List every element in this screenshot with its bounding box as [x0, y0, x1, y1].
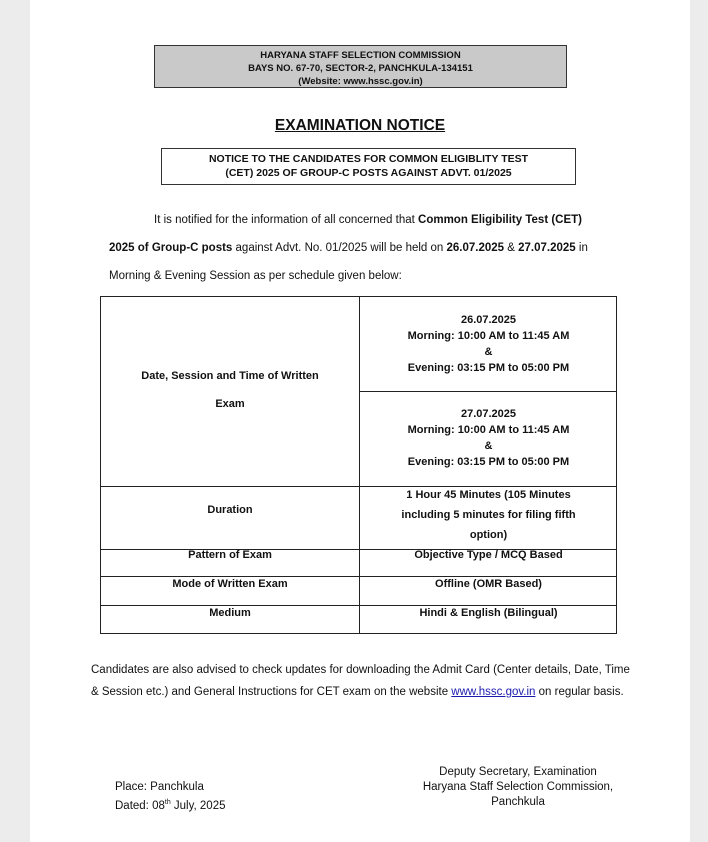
commission-address: BAYS NO. 67-70, SECTOR-2, PANCHKULA-134151: [248, 63, 473, 74]
dated-suffix: July, 2025: [170, 799, 226, 812]
duration-line-3: option): [469, 529, 508, 541]
date-session-label-line-1: Date, Session and Time of Written: [141, 370, 319, 382]
medium-label: Medium: [209, 607, 251, 619]
pattern-value: Objective Type / MCQ Based: [414, 549, 563, 561]
day1-morning: Morning: 10:00 AM to 11:45 AM: [407, 330, 570, 342]
dated-sup: th: [164, 799, 171, 806]
date-session-label-line-2: Exam: [215, 398, 245, 410]
duration-value: [359, 485, 618, 545]
day2-morning: Morning: 10:00 AM to 11:45 AM: [407, 424, 570, 436]
footer-text-2: on regular basis.: [535, 686, 624, 698]
duration-line-1: 1 Hour 45 Minutes (105 Minutes: [406, 489, 571, 501]
day2-evening: Evening: 03:15 PM to 05:00 PM: [407, 456, 570, 468]
footer-text-1: Candidates are also advised to check updates for downloading the Admit Card (Center details, Date, Time & Session etc.) and General Instructions for CET exam on the website: [91, 664, 630, 698]
commission-website: (Website: www.hssc.gov.in): [298, 76, 423, 87]
day1-date: 26.07.2025: [460, 314, 517, 326]
intro-bold-2: 26.07.2025: [446, 242, 505, 254]
signatory-org: Haryana Staff Selection Commission,: [422, 781, 614, 793]
intro-bold-3: 27.07.2025: [518, 242, 576, 254]
place-line: Place: Panchkula: [115, 781, 204, 793]
mode-label: Mode of Written Exam: [172, 578, 288, 590]
commission-name: HARYANA STAFF SELECTION COMMISSION: [260, 50, 461, 61]
table-divider-day: [359, 391, 617, 392]
intro-bold-1: Common Eligibility Test (CET) 2025 of Group-C posts: [109, 214, 582, 254]
notice-title: EXAMINATION NOTICE: [274, 117, 446, 134]
notice-subject: [161, 148, 576, 185]
dated-line: [115, 795, 225, 814]
intro-text-1: It is notified for the information of all concerned that: [154, 214, 419, 226]
mode-value: Offline (OMR Based): [435, 578, 542, 590]
place-date-block: [115, 780, 225, 814]
day2-amp: &: [484, 440, 493, 452]
signatory-place: Panchkula: [491, 796, 545, 808]
pattern-label: Pattern of Exam: [188, 549, 272, 561]
signatory-title: Deputy Secretary, Examination: [439, 766, 597, 778]
schedule-table: [100, 296, 617, 634]
intro-text-3: &: [504, 242, 519, 254]
date-session-label: [101, 362, 359, 418]
duration-label: Duration: [207, 504, 253, 516]
footer-paragraph: [91, 659, 639, 703]
duration-line-2: including 5 minutes for filing fifth: [401, 509, 576, 521]
medium-value: Hindi & English (Bilingual): [419, 607, 558, 619]
subject-line-1: NOTICE TO THE CANDIDATES FOR COMMON ELIGIBLITY TEST: [208, 153, 529, 165]
intro-text-4: in Morning & Evening Session as per schedule given below:: [109, 242, 588, 282]
day2-schedule: [359, 406, 618, 470]
day1-amp: &: [484, 346, 493, 358]
day1-schedule: [359, 312, 618, 376]
subject-line-2: (CET) 2025 OF GROUP-C POSTS AGAINST ADVT. 01/2025: [225, 167, 512, 179]
website-link[interactable]: www.hssc.gov.in: [451, 686, 536, 698]
intro-text-2: against Advt. No. 01/2025 will be held on: [232, 242, 447, 254]
intro-paragraph: [109, 206, 609, 290]
day2-date: 27.07.2025: [460, 408, 517, 420]
day1-evening: Evening: 03:15 PM to 05:00 PM: [407, 362, 570, 374]
signature-block: [413, 765, 623, 810]
commission-header: [154, 45, 567, 88]
dated-prefix: Dated: 08: [115, 799, 165, 812]
notice-page: [30, 0, 690, 842]
